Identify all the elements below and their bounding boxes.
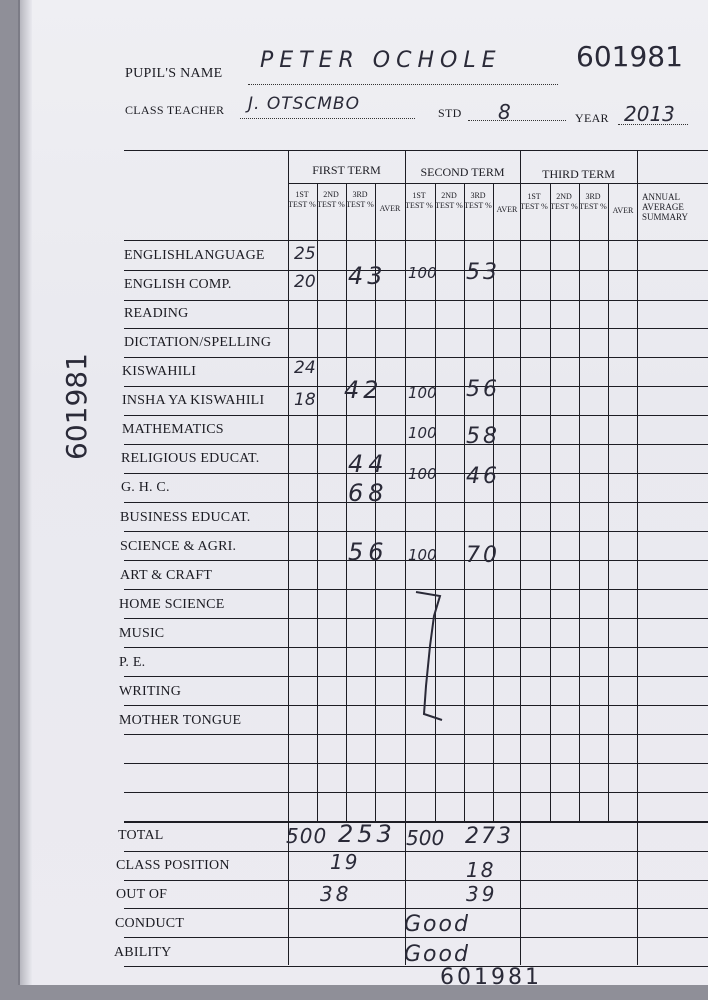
row-line [124,415,708,416]
row-line [124,357,708,358]
header-bottom-border [124,240,708,241]
col-header: 2ND TEST % [317,190,345,209]
mark-cell: 58 [466,424,500,449]
row-line [124,734,708,735]
subject-label: KISWAHILI [122,364,197,379]
row-line [124,792,708,793]
row-line [124,851,708,852]
margin-record-number: 601981 [60,353,93,460]
t2-total: 273 [465,824,513,849]
col-header: 1ST TEST % [288,190,316,209]
t1-total: 253 [338,820,396,848]
term-header-divider [288,183,708,184]
mark-cell: 56 [348,538,389,566]
table-top-border [124,150,708,151]
row-line [124,531,708,532]
mark-cell: 70 [466,543,500,568]
mark-cell: 18 [294,390,316,410]
mark-cell: 44 [348,450,389,478]
class-teacher-line [240,118,415,119]
mark-cell: 100 [408,424,437,442]
mark-cell: 56 [466,377,500,402]
pupil-name-label: PUPIL'S NAME [125,66,223,81]
col-header: AVER [496,205,518,214]
col-header: 3RD TEST % [346,190,374,209]
subject-label: ENGLISHLANGUAGE [124,248,265,263]
t1-out-of: 38 [320,882,352,906]
subject-label: MATHEMATICS [122,422,224,437]
subject-label: READING [124,306,189,321]
mark-cell: 43 [348,262,387,290]
mark-cell: 100 [408,384,437,402]
term-header-2: SECOND TERM [420,165,505,179]
year-label: YEAR [575,111,609,125]
mark-cell: 53 [466,260,500,285]
pupil-name-value: PETER OCHOLE [260,48,502,73]
mark-cell: 20 [294,272,316,292]
subject-label: BUSINESS EDUCAT. [120,510,251,525]
row-line [124,908,708,909]
subject-label: RELIGIOUS EDUCAT. [121,451,260,466]
std-line [468,120,566,121]
subject-label: ENGLISH COMP. [124,277,232,292]
col-header: 3RD TEST % [464,191,492,210]
col-header: 1ST TEST % [520,192,548,211]
subject-label: INSHA YA KISWAHILI [122,393,265,408]
pupil-name-line [248,84,558,85]
row-line [124,821,708,823]
t1-total-max: 500 [286,824,328,848]
class-position-label: CLASS POSITION [116,858,230,873]
row-line [124,937,708,938]
col-header: AVER [379,204,401,213]
report-form [20,0,708,985]
year-value: 2013 [624,102,675,126]
row-line [124,880,708,881]
t2-out-of: 39 [466,882,498,906]
bracket-stroke [410,586,450,726]
col-header: 2ND TEST % [435,191,463,210]
subject-label: G. H. C. [121,480,170,495]
class-teacher-value: J. OTSCMBO [248,94,360,114]
subject-label: DICTATION/SPELLING [124,335,272,350]
row-line [124,502,708,503]
mark-cell: 46 [466,464,500,489]
mark-cell: 100 [408,465,437,483]
total-label: TOTAL [118,828,164,843]
subject-label: MUSIC [119,626,165,641]
subject-label: HOME SCIENCE [119,597,225,612]
col-divider [637,150,638,965]
subject-label: ART & CRAFT [120,568,213,583]
class-teacher-label: CLASS TEACHER [125,103,225,117]
t1-position: 19 [330,850,360,874]
col-divider [520,150,521,965]
std-value: 8 [498,100,511,124]
col-header: 3RD TEST % [579,192,607,211]
out-of-label: OUT OF [116,887,168,902]
row-line [124,763,708,764]
row-line [124,328,708,329]
subject-label: SCIENCE & AGRI. [120,539,237,554]
subject-label: MOTHER TONGUE [119,713,242,728]
bottom-record-number: 601981 [440,965,542,985]
row-line [124,444,708,445]
record-number: 601981 [576,40,683,73]
mark-cell: 68 [348,479,389,507]
ability-label: ABILITY [114,945,172,960]
t2-total-max: 500 [406,826,445,850]
row-line [124,300,708,301]
subject-label: WRITING [119,684,182,699]
mark-cell: 24 [294,358,316,378]
col-header: AVER [612,206,634,215]
mark-cell: 100 [408,546,437,564]
col-header: 1ST TEST % [405,191,433,210]
mark-cell: 100 [408,264,437,282]
t2-position: 18 [466,858,496,882]
col-header: 2ND TEST % [550,192,578,211]
conduct-label: CONDUCT [115,916,185,931]
conduct-value: Good [404,912,470,937]
mark-cell: 25 [294,244,316,264]
annual-summary-header: ANNUAL AVERAGE SUMMARY [642,192,689,222]
subject-label: P. E. [119,655,146,670]
term-header-1: FIRST TERM [312,163,381,177]
mark-cell: 42 [344,376,383,404]
term-header-3: THIRD TERM [542,167,615,181]
std-label: STD [438,106,462,120]
ability-value: Good [404,942,470,967]
